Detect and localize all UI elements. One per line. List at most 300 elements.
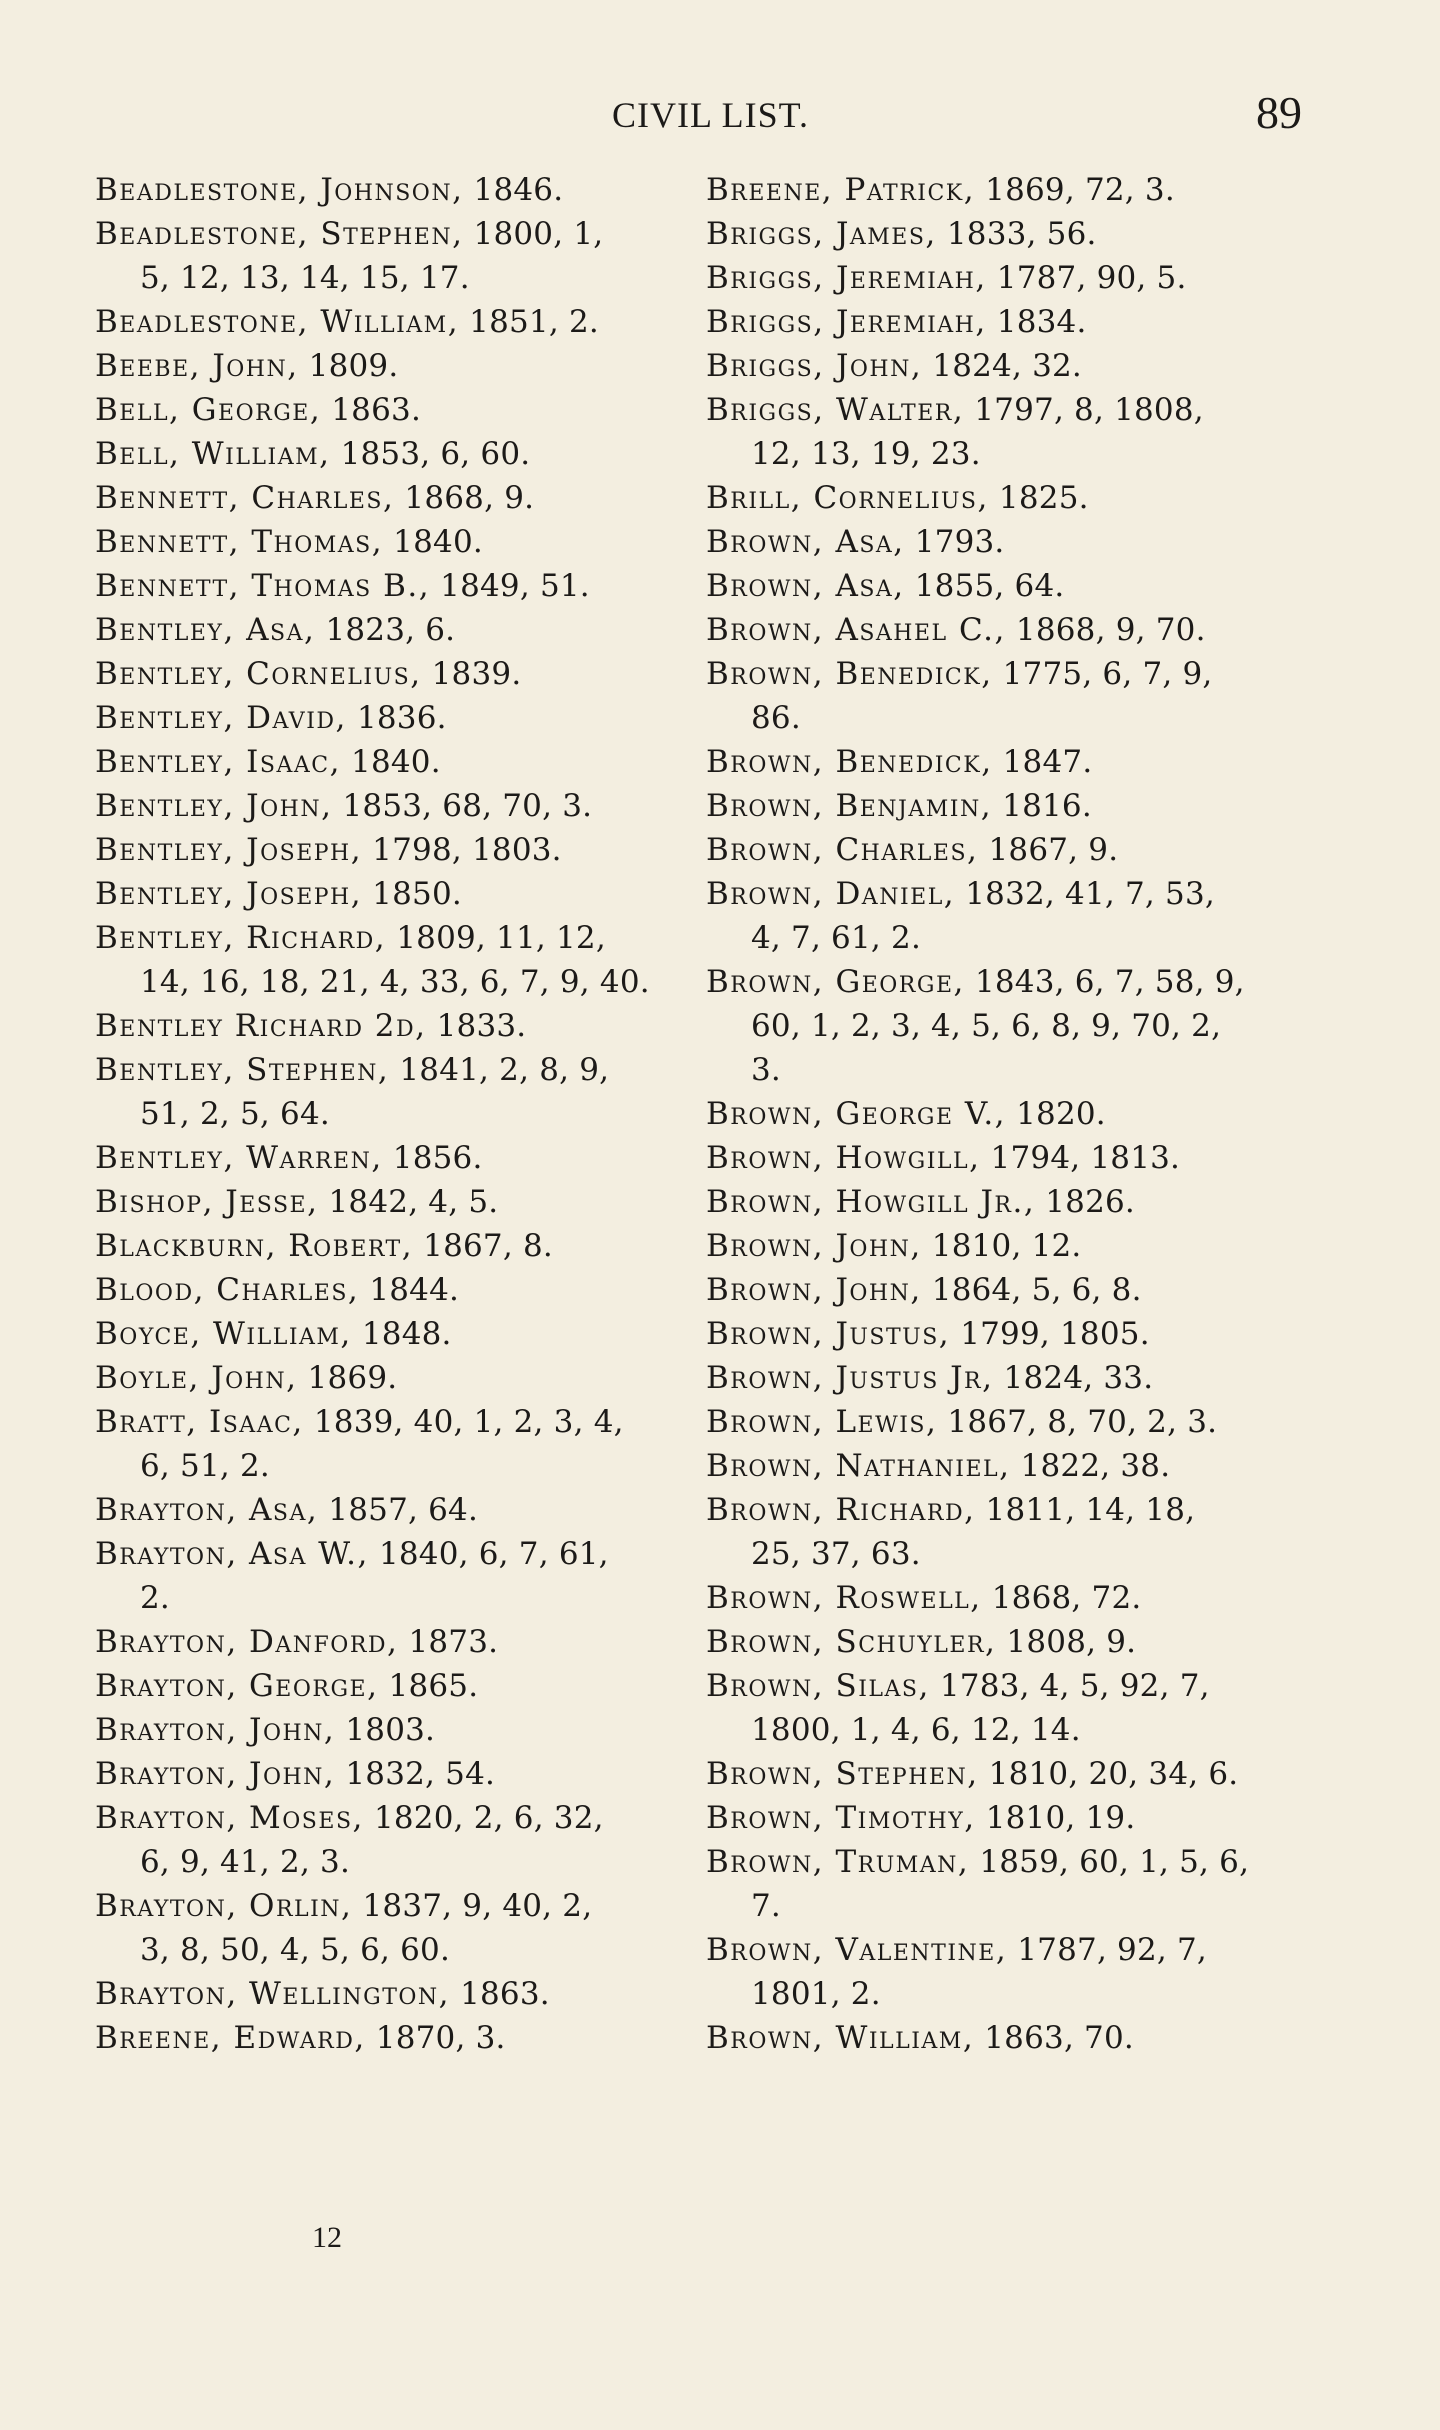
index-entry (95, 652, 705, 696)
index-entry (95, 784, 705, 828)
entry-years: 1847. (1002, 744, 1093, 780)
index-entry (706, 256, 1306, 300)
entry-years: 2. (140, 1580, 170, 1616)
entry-years: 86. (751, 700, 801, 736)
entry-name: Bentley, Cornelius, (95, 656, 422, 692)
index-entry (95, 872, 705, 916)
entry-first-line (706, 344, 1306, 388)
entry-first-line (95, 1400, 705, 1444)
entry-years: 1808, 9. (1006, 1624, 1137, 1660)
entry-first-line (95, 1884, 705, 1928)
entry-name: Brayton, John, (95, 1712, 336, 1748)
entry-first-line (95, 432, 705, 476)
entry-first-line (95, 1488, 705, 1532)
entry-first-line (706, 784, 1306, 828)
entry-name: Bentley, David, (95, 700, 347, 736)
page-number: 89 (1256, 87, 1302, 138)
index-entry (706, 872, 1306, 960)
entry-years: 1836. (356, 700, 447, 736)
entry-first-line (706, 608, 1306, 652)
entry-name: Brill, Cornelius, (706, 480, 989, 516)
entry-name: Bentley, Richard, (95, 920, 387, 956)
index-entry (95, 1796, 705, 1884)
entry-years: 1822, 38. (1020, 1448, 1171, 1484)
entry-first-line (706, 476, 1306, 520)
entry-years: 1849, 51. (440, 568, 590, 604)
entry-first-line (95, 1004, 705, 1048)
entry-first-line (706, 212, 1306, 256)
entry-first-line (95, 1532, 705, 1576)
index-entry (95, 1136, 705, 1180)
entry-years: 6, 51, 2. (140, 1448, 270, 1484)
entry-years: 1794, 1813. (990, 1140, 1181, 1176)
entry-years: 1810, 20, 34, 6. (988, 1756, 1239, 1792)
entry-first-line (706, 828, 1306, 872)
entry-years: 1867, 8. (423, 1228, 553, 1264)
entry-name: Beadlestone, Johnson, (95, 172, 464, 208)
entry-first-line (706, 2016, 1306, 2060)
entry-first-line (95, 300, 705, 344)
entry-years: 1867, 9. (988, 832, 1119, 868)
entry-years: 1839. (431, 656, 522, 692)
entry-first-line (706, 388, 1306, 432)
index-entry (95, 1532, 705, 1620)
entry-years: 1834. (996, 304, 1087, 340)
index-entry (95, 1972, 705, 2016)
entry-years: 51, 2, 5, 64. (140, 1096, 330, 1132)
entry-continuation-line (706, 696, 1306, 740)
entry-name: Brown, Charles, (706, 832, 979, 868)
entry-first-line (706, 1796, 1306, 1840)
entry-years: 1840, 6, 7, 61, (378, 1536, 609, 1572)
entry-first-line (95, 1708, 705, 1752)
entry-years: 1851, 2. (469, 304, 599, 340)
index-entry (706, 1180, 1306, 1224)
entry-years: 1869. (307, 1360, 398, 1396)
entry-years: 3. (751, 1052, 781, 1088)
entry-years: 1843, 6, 7, 58, 9, (974, 964, 1245, 1000)
entry-years: 1869, 72, 3. (985, 172, 1175, 208)
entry-name: Bell, William, (95, 436, 331, 472)
entry-name: Bratt, Isaac, (95, 1404, 304, 1440)
entry-first-line (95, 1752, 705, 1796)
index-entry (95, 696, 705, 740)
entry-years: 7. (751, 1888, 781, 1924)
entry-continuation-line (95, 1092, 705, 1136)
entry-name: Brown, Howgill Jr., (706, 1184, 1036, 1220)
entry-years: 25, 37, 63. (751, 1536, 921, 1572)
right-column (706, 168, 1306, 2060)
entry-continuation-line (706, 1708, 1306, 1752)
entry-continuation-line (706, 1972, 1306, 2016)
entry-name: Brayton, Wellington, (95, 1976, 451, 2012)
entry-name: Bentley, Joseph, (95, 832, 363, 868)
entry-first-line (706, 1224, 1306, 1268)
entry-name: Brown, Timothy, (706, 1800, 976, 1836)
entry-name: Bennett, Thomas B., (95, 568, 431, 604)
entry-years: 1863, 70. (984, 2020, 1134, 2056)
entry-first-line (706, 256, 1306, 300)
entry-first-line (706, 1356, 1306, 1400)
entry-name: Bentley, Isaac, (95, 744, 341, 780)
entry-years: 1840. (393, 524, 483, 560)
entry-continuation-line (706, 1532, 1306, 1576)
index-entry (706, 1092, 1306, 1136)
entry-name: Brown, Benjamin, (706, 788, 993, 824)
entry-continuation-line (95, 1444, 705, 1488)
entry-years: 1803. (345, 1712, 436, 1748)
entry-name: Brown, Asa, (706, 524, 905, 560)
index-entry (95, 828, 705, 872)
index-entry (95, 1708, 705, 1752)
entry-years: 1840. (351, 744, 441, 780)
entry-first-line (95, 1356, 705, 1400)
index-entry (706, 1356, 1306, 1400)
entry-name: Brown, Stephen, (706, 1756, 979, 1792)
entry-name: Breene, Edward, (95, 2020, 366, 2056)
entry-name: Bishop, Jesse, (95, 1184, 319, 1220)
entry-name: Brown, Benedick, (706, 744, 993, 780)
entry-years: 1853, 6, 60. (340, 436, 531, 472)
index-entry (706, 1664, 1306, 1752)
entry-name: Brown, Daniel, (706, 876, 956, 912)
entry-years: 1863. (331, 392, 421, 428)
entry-first-line (95, 1796, 705, 1840)
index-entry (95, 1224, 705, 1268)
entry-name: Breene, Patrick, (706, 172, 976, 208)
index-entry (706, 300, 1306, 344)
index-entry (95, 300, 705, 344)
entry-name: Bentley, John, (95, 788, 333, 824)
entry-name: Brown, Lewis, (706, 1404, 938, 1440)
entry-years: 1868, 9, 70. (1015, 612, 1206, 648)
entry-years: 1867, 8, 70, 2, 3. (947, 1404, 1218, 1440)
entry-first-line (95, 608, 705, 652)
index-entry (706, 1400, 1306, 1444)
entry-name: Brayton, Asa, (95, 1492, 319, 1528)
index-entry (706, 388, 1306, 476)
entry-years: 1848. (361, 1316, 452, 1352)
entry-first-line (706, 1400, 1306, 1444)
entry-continuation-line (706, 432, 1306, 476)
entry-first-line (706, 1488, 1306, 1532)
index-entry (706, 1796, 1306, 1840)
entry-name: Brown, Benedick, (706, 656, 993, 692)
entry-years: 1870, 3. (375, 2020, 506, 2056)
entry-name: Brown, John, (706, 1228, 922, 1264)
index-entry (95, 1356, 705, 1400)
index-entry (706, 784, 1306, 828)
entry-years: 1850. (372, 876, 462, 912)
entry-first-line (95, 828, 705, 872)
entry-name: Blood, Charles, (95, 1272, 360, 1308)
entry-years: 1810, 12. (931, 1228, 1082, 1264)
entry-first-line (706, 872, 1306, 916)
entry-first-line (95, 696, 705, 740)
entry-years: 1839, 40, 1, 2, 3, 4, (313, 1404, 624, 1440)
entry-years: 1856. (392, 1140, 483, 1176)
entry-years: 1837, 9, 40, 2, (362, 1888, 593, 1924)
entry-first-line (95, 784, 705, 828)
entry-years: 1797, 8, 1808, (974, 392, 1204, 428)
entry-years: 1853, 68, 70, 3. (342, 788, 593, 824)
entry-years: 60, 1, 2, 3, 4, 5, 6, 8, 9, 70, 2, (751, 1008, 1222, 1044)
entry-first-line (706, 1136, 1306, 1180)
entry-name: Bentley, Joseph, (95, 876, 363, 912)
index-entry (95, 388, 705, 432)
index-entry (95, 432, 705, 476)
index-entry (706, 520, 1306, 564)
entry-name: Brown, John, (706, 1272, 922, 1308)
entry-first-line (95, 1312, 705, 1356)
index-entry (706, 1488, 1306, 1576)
entry-name: Briggs, Walter, (706, 392, 965, 428)
entry-name: Brown, Justus, (706, 1316, 951, 1352)
entry-first-line (706, 1664, 1306, 1708)
index-entry (706, 168, 1306, 212)
entry-first-line (95, 872, 705, 916)
entry-name: Bentley Richard 2d, (95, 1008, 427, 1044)
index-entry (706, 1268, 1306, 1312)
index-entry (706, 344, 1306, 388)
entry-name: Boyce, William, (95, 1316, 352, 1352)
entry-name: Brown, George, (706, 964, 965, 1000)
entry-years: 1844. (369, 1272, 460, 1308)
entry-name: Brayton, Orlin, (95, 1888, 353, 1924)
index-entry (95, 1884, 705, 1972)
index-entry (706, 1620, 1306, 1664)
entry-first-line (706, 1752, 1306, 1796)
entry-years: 1868, 9. (404, 480, 535, 516)
entry-first-line (706, 520, 1306, 564)
entry-years: 1800, 1, (473, 216, 604, 252)
running-head (0, 86, 1440, 146)
entry-continuation-line (95, 1928, 705, 1972)
entry-name: Beadlestone, William, (95, 304, 460, 340)
index-entry (706, 740, 1306, 784)
entry-years: 1801, 2. (751, 1976, 881, 2012)
entry-first-line (95, 1268, 705, 1312)
entry-first-line (706, 1180, 1306, 1224)
entry-continuation-line (95, 1840, 705, 1884)
index-entry (95, 1312, 705, 1356)
index-entry (95, 1180, 705, 1224)
entry-first-line (95, 344, 705, 388)
entry-continuation-line (95, 256, 705, 300)
entry-years: 1798, 1803. (372, 832, 562, 868)
entry-name: Brayton, John, (95, 1756, 336, 1792)
entry-first-line (706, 1620, 1306, 1664)
entry-years: 1857, 64. (328, 1492, 478, 1528)
index-entry (95, 212, 705, 300)
entry-first-line (706, 740, 1306, 784)
entry-first-line (95, 168, 705, 212)
entry-name: Bentley, Warren, (95, 1140, 383, 1176)
entry-years: 1809, 11, 12, (396, 920, 606, 956)
entry-years: 12, 13, 19, 23. (751, 436, 981, 472)
entry-first-line (95, 212, 705, 256)
entry-years: 1820, 2, 6, 32, (373, 1800, 604, 1836)
entry-years: 1846. (473, 172, 564, 208)
entry-first-line (706, 1840, 1306, 1884)
entry-years: 1775, 6, 7, 9, (1002, 656, 1213, 692)
left-column (95, 168, 705, 2060)
entry-first-line (706, 1312, 1306, 1356)
entry-name: Briggs, Jeremiah, (706, 304, 987, 340)
index-entry (706, 1444, 1306, 1488)
entry-name: Brown, Roswell, (706, 1580, 982, 1616)
index-entry (706, 1224, 1306, 1268)
entry-years: 1810, 19. (985, 1800, 1136, 1836)
index-entry (706, 1928, 1306, 2016)
entry-name: Brayton, Danford, (95, 1624, 399, 1660)
entry-years: 1832, 41, 7, 53, (965, 876, 1215, 912)
index-entry (706, 1576, 1306, 1620)
entry-years: 1859, 60, 1, 5, 6, (979, 1844, 1250, 1880)
entry-years: 1865. (388, 1668, 479, 1704)
entry-first-line (706, 1928, 1306, 1972)
entry-name: Brayton, Asa W., (95, 1536, 369, 1572)
entry-name: Briggs, John, (706, 348, 923, 384)
index-entry (95, 476, 705, 520)
index-entry (95, 1268, 705, 1312)
index-entry (706, 212, 1306, 256)
entry-years: 1823, 6. (325, 612, 456, 648)
entry-name: Brown, Richard, (706, 1492, 976, 1528)
index-entry (95, 916, 705, 1004)
entry-years: 1864, 5, 6, 8. (931, 1272, 1142, 1308)
entry-first-line (95, 652, 705, 696)
entry-years: 1842, 4, 5. (328, 1184, 499, 1220)
index-entry (706, 652, 1306, 740)
entry-name: Bennett, Thomas, (95, 524, 384, 560)
index-entry (95, 1004, 705, 1048)
index-entry (95, 2016, 705, 2060)
entry-first-line (95, 388, 705, 432)
entry-years: 4, 7, 61, 2. (751, 920, 921, 956)
entry-first-line (706, 652, 1306, 696)
index-entry (706, 960, 1306, 1092)
entry-first-line (95, 564, 705, 608)
entry-first-line (95, 1972, 705, 2016)
entry-first-line (95, 1180, 705, 1224)
index-entry (95, 1488, 705, 1532)
entry-first-line (95, 1664, 705, 1708)
entry-name: Blackburn, Robert, (95, 1228, 414, 1264)
signature-mark: 12 (312, 2221, 342, 2254)
entry-first-line (706, 1444, 1306, 1488)
entry-first-line (95, 1620, 705, 1664)
entry-first-line (95, 1048, 705, 1092)
entry-years: 5, 12, 13, 14, 15, 17. (140, 260, 470, 296)
entry-years: 1809. (308, 348, 399, 384)
entry-years: 1868, 72. (991, 1580, 1142, 1616)
entry-name: Briggs, Jeremiah, (706, 260, 987, 296)
entry-name: Brown, Schuyler, (706, 1624, 997, 1660)
entry-name: Brown, Asahel C., (706, 612, 1006, 648)
entry-first-line (95, 740, 705, 784)
index-entry (706, 1312, 1306, 1356)
entry-name: Brown, George V., (706, 1096, 1007, 1132)
entry-years: 1816. (1002, 788, 1092, 824)
entry-name: Beadlestone, Stephen, (95, 216, 464, 252)
entry-years: 1873. (408, 1624, 499, 1660)
entry-continuation-line (95, 960, 705, 1004)
entry-first-line (706, 300, 1306, 344)
index-entry (706, 1752, 1306, 1796)
index-entry (95, 740, 705, 784)
index-entry (706, 476, 1306, 520)
entry-years: 3, 8, 50, 4, 5, 6, 60. (140, 1932, 451, 1968)
entry-years: 1863. (460, 1976, 550, 2012)
entry-first-line (95, 520, 705, 564)
entry-first-line (706, 960, 1306, 1004)
entry-years: 1787, 90, 5. (996, 260, 1187, 296)
entry-continuation-line (706, 1004, 1306, 1048)
entry-continuation-line (706, 1048, 1306, 1092)
entry-first-line (95, 476, 705, 520)
entry-years: 6, 9, 41, 2, 3. (140, 1844, 351, 1880)
entry-name: Brayton, George, (95, 1668, 379, 1704)
entry-first-line (706, 1092, 1306, 1136)
entry-years: 1833. (436, 1008, 527, 1044)
entry-name: Brown, Silas, (706, 1668, 930, 1704)
entry-years: 1832, 54. (345, 1756, 496, 1792)
entry-name: Brown, Howgill, (706, 1140, 981, 1176)
index-entry (95, 1048, 705, 1136)
entry-years: 1833, 56. (946, 216, 1097, 252)
index-entry (95, 344, 705, 388)
entry-name: Brown, William, (706, 2020, 975, 2056)
entry-first-line (95, 1224, 705, 1268)
entry-name: Bentley, Asa, (95, 612, 316, 648)
index-entry (95, 608, 705, 652)
entry-name: Brown, Valentine, (706, 1932, 1008, 1968)
entry-years: 1824, 33. (1003, 1360, 1154, 1396)
index-entry (95, 520, 705, 564)
entry-years: 1783, 4, 5, 92, 7, (939, 1668, 1210, 1704)
entry-years: 1820. (1016, 1096, 1106, 1132)
entry-name: Brown, Justus Jr, (706, 1360, 994, 1396)
entry-years: 14, 16, 18, 21, 4, 33, 6, 7, 9, 40. (140, 964, 650, 1000)
index-entry (95, 1752, 705, 1796)
entry-first-line (95, 2016, 705, 2060)
entry-years: 1825. (998, 480, 1089, 516)
index-entry (95, 1400, 705, 1488)
entry-first-line (706, 1268, 1306, 1312)
entry-years: 1824, 32. (932, 348, 1082, 384)
entry-continuation-line (706, 916, 1306, 960)
index-entry (706, 608, 1306, 652)
index-entry (706, 1136, 1306, 1180)
entry-name: Bell, George, (95, 392, 322, 428)
entry-first-line (706, 1576, 1306, 1620)
entry-continuation-line (706, 1884, 1306, 1928)
entry-years: 1855, 64. (914, 568, 1065, 604)
entry-first-line (706, 168, 1306, 212)
entry-first-line (95, 916, 705, 960)
index-entry (706, 2016, 1306, 2060)
entry-name: Briggs, James, (706, 216, 937, 252)
entry-years: 1841, 2, 8, 9, (399, 1052, 610, 1088)
entry-years: 1793. (914, 524, 1005, 560)
entry-name: Brayton, Moses, (95, 1800, 364, 1836)
index-entry (706, 564, 1306, 608)
entry-years: 1811, 14, 18, (985, 1492, 1196, 1528)
entry-years: 1799, 1805. (960, 1316, 1150, 1352)
entry-years: 1787, 92, 7, (1017, 1932, 1207, 1968)
entry-name: Bennett, Charles, (95, 480, 395, 516)
